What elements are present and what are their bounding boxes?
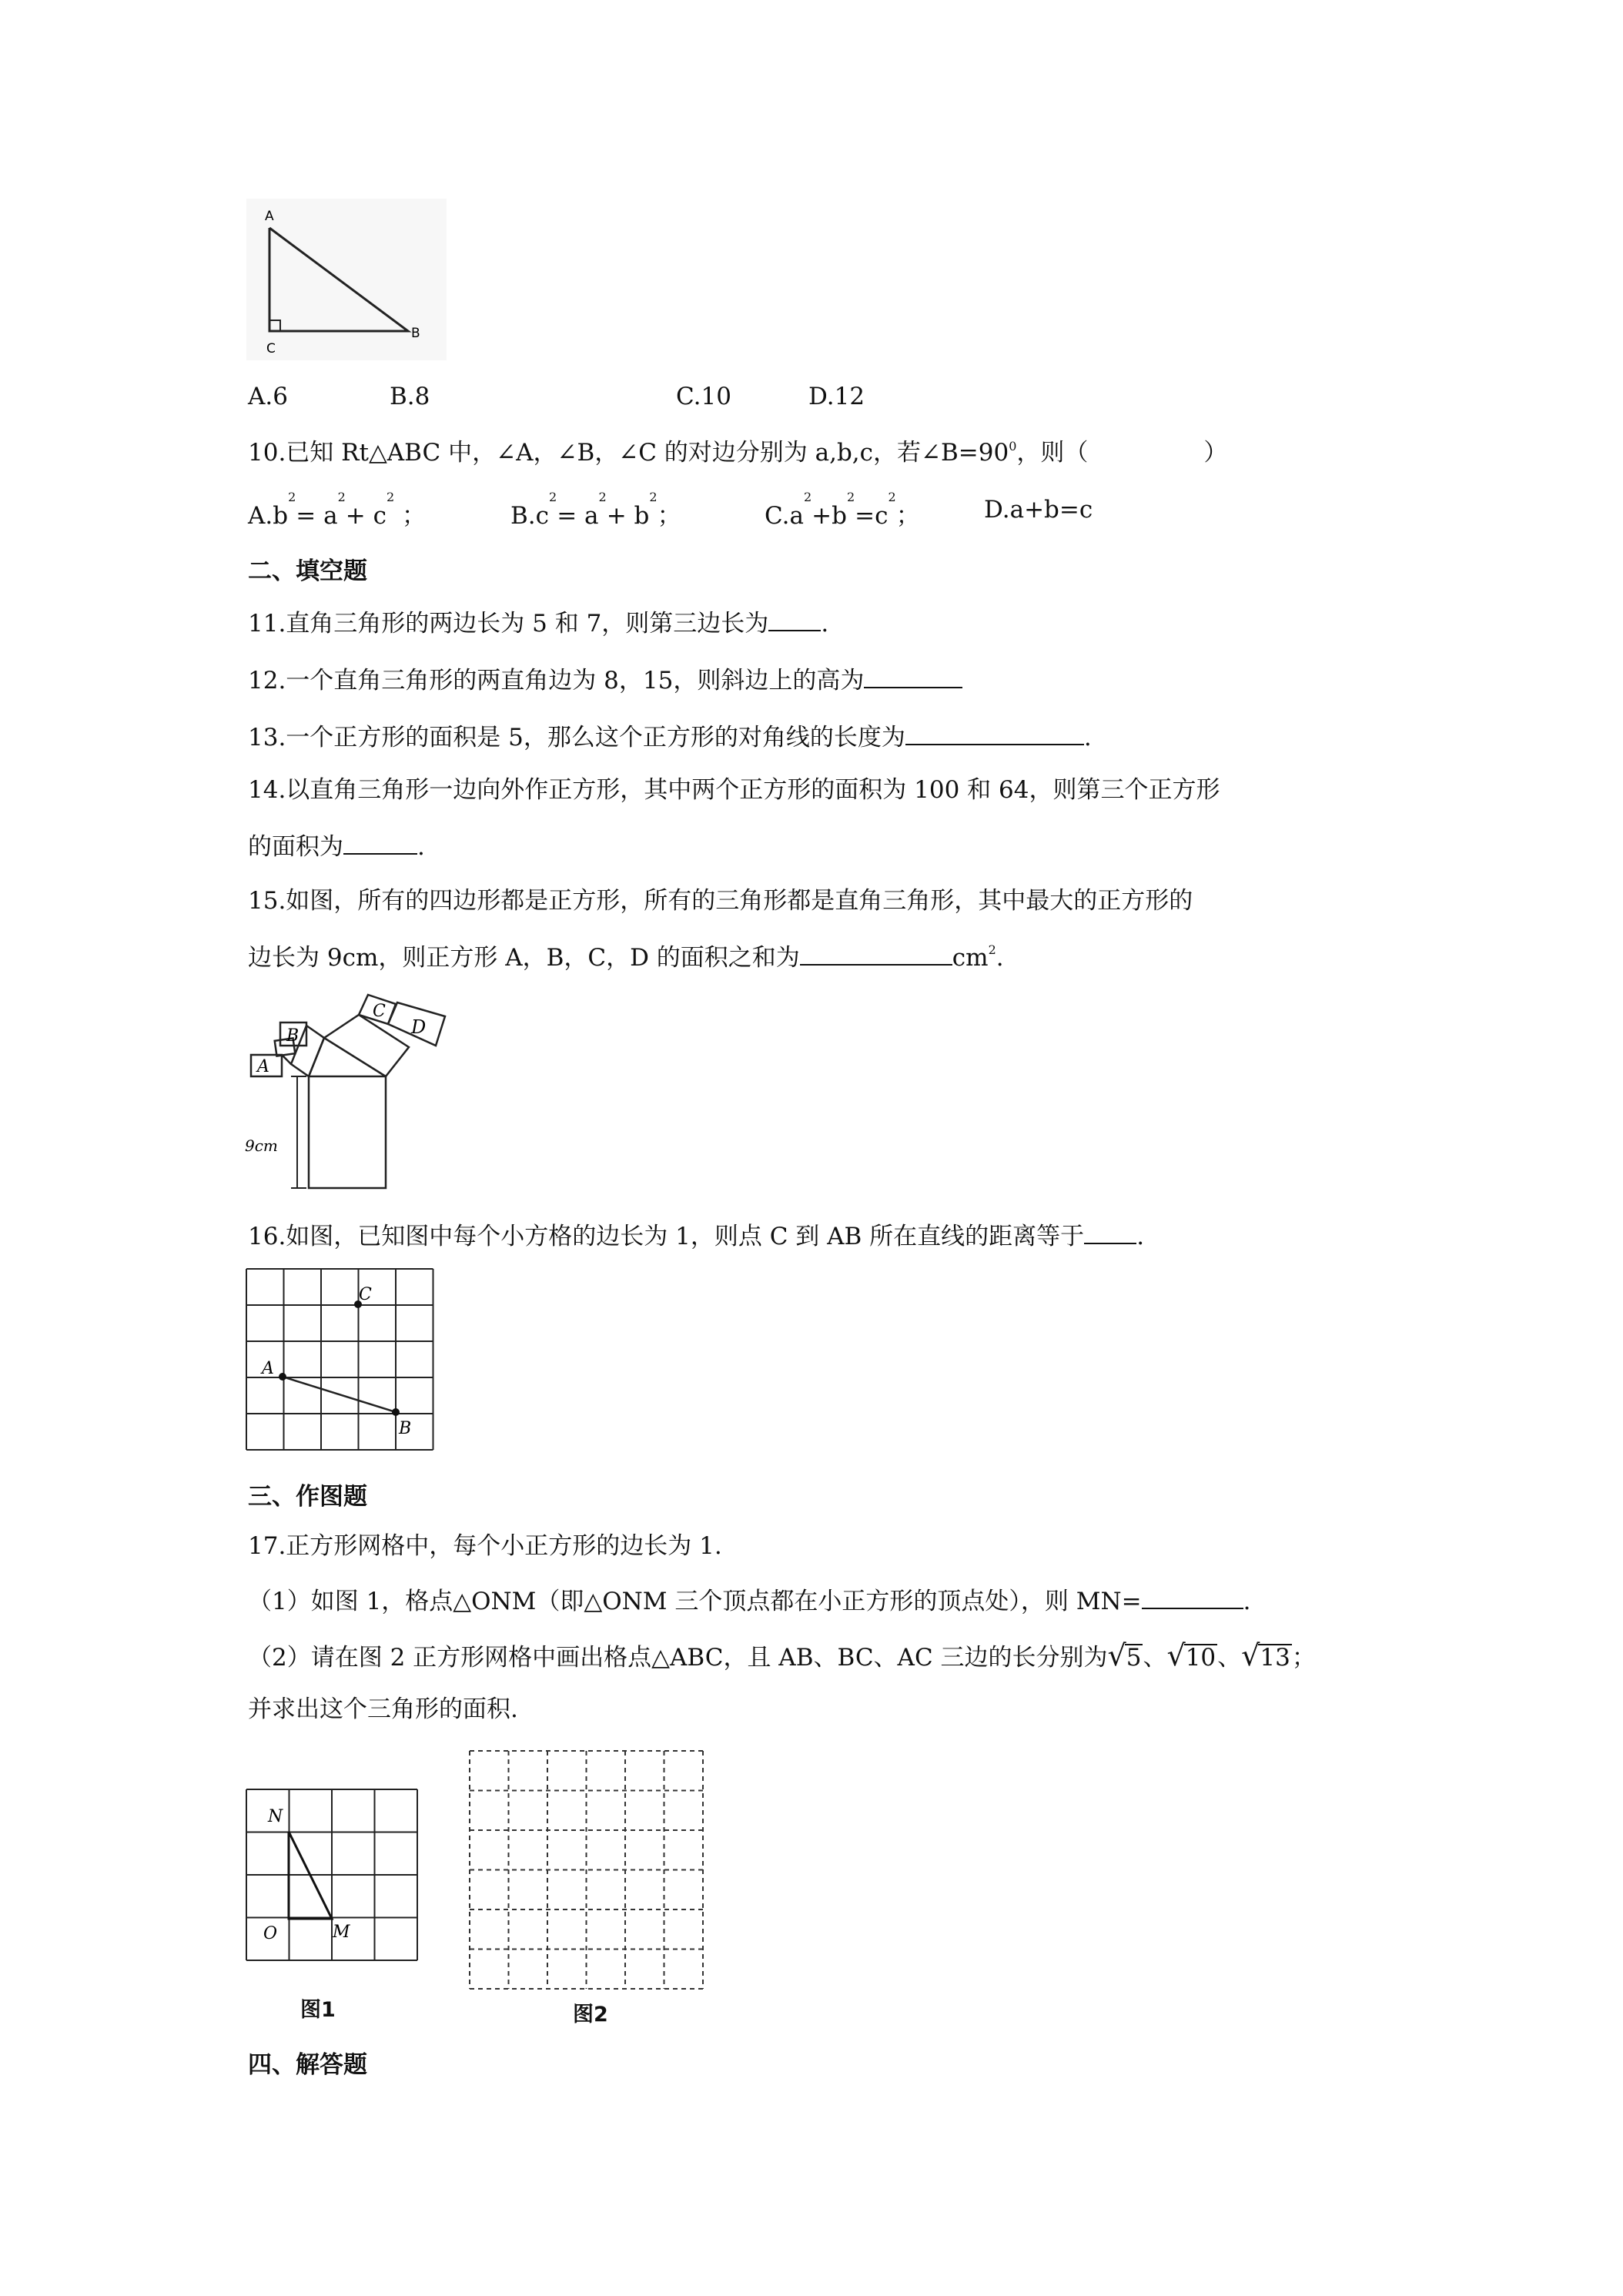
grid-figure-1	[245, 1788, 419, 1962]
q10-option-b: $B.c^2= a^2+ b^2$；	[510, 490, 681, 530]
question-17-part-1: （1）如图 1，格点△ONM（即△ONM 三个顶点都在小正方形的顶点处），则 MN= .	[248, 1585, 1250, 1617]
question-17-part-2: （2）请在图 2 正方形网格中画出格点△ABC，且 AB、BC、AC 三边的长分别为√5、√10、√13；	[248, 1638, 1316, 1672]
grid-figure-2	[467, 1748, 707, 1993]
square-b-label: B	[286, 1026, 300, 1046]
point-o-label: O	[263, 1924, 278, 1943]
point-c-label: C	[359, 1285, 372, 1304]
question-15-line-1: 15.如图，所有的四边形都是正方形，所有的三角形都是直角三角形，其中最大的正方形的	[248, 887, 1193, 915]
q9-option-c: C.10	[676, 383, 731, 410]
square-c-label: C	[373, 1002, 386, 1021]
q10-option-c: $C.a^2+b^2=c^2$；	[765, 490, 920, 530]
point-a-label: A	[262, 1359, 274, 1378]
question-14-line-2: 的面积为 .	[248, 830, 425, 862]
vertex-a-label: A	[265, 209, 274, 224]
figure-2-caption: 图2	[573, 2003, 608, 2027]
vertex-b-label: B	[411, 326, 420, 341]
question-15-line-2: 边长为 9cm，则正方形 A，B，C，D 的面积之和为 $cm^2$.	[248, 942, 1004, 972]
section-3-heading: 三、作图题	[248, 1483, 367, 1511]
question-13: 13.一个正方形的面积是 5，那么这个正方形的对角线的长度为 .	[248, 721, 1092, 753]
question-17-line-1: 17.正方形网格中，每个小正方形的边长为 1.	[248, 1532, 722, 1560]
q9-option-b: B.8	[390, 383, 430, 410]
section-2-heading: 二、填空题	[248, 557, 367, 585]
point-n-label: N	[268, 1807, 283, 1826]
section-4-heading: 四、解答题	[248, 2051, 367, 2079]
square-d-label: D	[411, 1016, 427, 1038]
question-17-line-4: 并求出这个三角形的面积.	[248, 1695, 518, 1723]
q9-option-d: D.12	[808, 383, 865, 410]
side-length-label: 9cm	[245, 1136, 278, 1155]
point-b-label: B	[399, 1419, 412, 1438]
figure-1-caption: 图1	[300, 1998, 336, 2022]
q9-option-a: A.6	[248, 383, 288, 410]
point-m-label: M	[333, 1923, 350, 1942]
grid-figure-q16	[245, 1267, 437, 1455]
vertex-c-label: C	[266, 341, 276, 356]
question-12: 12.一个直角三角形的两直角边为 8，15，则斜边上的高为	[248, 664, 962, 696]
pythagoras-tree-figure	[243, 993, 474, 1201]
q10-option-a: $A.b^2= a^2+ c^2$ ；	[248, 490, 427, 530]
question-16: 16.如图，已知图中每个小方格的边长为 1，则点 C 到 AB 所在直线的距离等于 .	[248, 1220, 1144, 1252]
right-triangle-figure	[246, 199, 447, 360]
q10-option-d: D.a+b=c	[984, 496, 1093, 524]
square-a-label: A	[257, 1057, 269, 1076]
question-10-stem: 10.已知 Rt△ABC 中，∠A，∠B，∠C 的对边分别为 a,b,c，若$\angle B=90^0$，则（ ）	[248, 439, 1228, 467]
question-14-line-1: 14.以直角三角形一边向外作正方形，其中两个正方形的面积为 100 和 64，则第三个正方形	[248, 776, 1220, 804]
question-11: 11.直角三角形的两边长为 5 和 7，则第三边长为 .	[248, 607, 828, 639]
